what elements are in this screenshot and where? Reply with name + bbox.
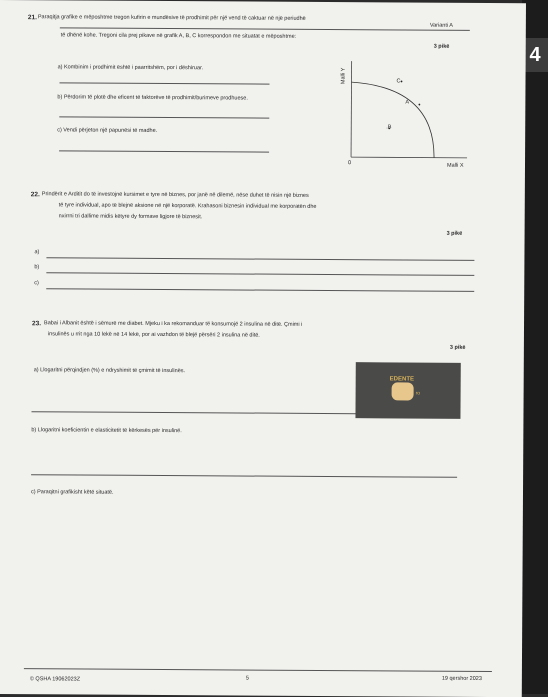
y-axis-label: Malli Y xyxy=(340,67,347,85)
watermark-image xyxy=(355,362,460,419)
q21-intro-line1: Paraqitja grafike e mëposhtme tregon kufirin e mundësive të prodhimit për një vend të caktuar në një periudhë xyxy=(37,14,306,22)
q22-number: 22. xyxy=(30,191,40,199)
q22-answer-b-label: b) xyxy=(34,264,40,271)
q21-number: 21. xyxy=(27,14,37,22)
q21-answer-line-b xyxy=(59,116,269,118)
q23-part-a: a) Llogaritni përqindjen (%) e ndryshimit të çmimit të insulinës. xyxy=(33,367,186,375)
logo-text-right: ro xyxy=(415,390,421,397)
q23-line2: insulinës u rrit nga 10 lekë në 14 lekë, por ai vazhdon të blejë përsëri 2 insulina në ditë. xyxy=(47,331,260,339)
x-axis-label: Malli X xyxy=(446,162,464,169)
point-a-label: A xyxy=(405,99,410,106)
q23-line1: Babai i Albanit është i sëmurë me diabet. Mjeku i ka rekomanduar të konsumojë 2 insulina në ditë. Çmimi i xyxy=(44,320,303,328)
q21-intro-line2: të dhënë kohe. Tregoni cila prej pikave në grafik A, B, C korrespondon me situatat e mëposhtme: xyxy=(60,32,297,40)
logo-text-top: EDENTE xyxy=(389,376,415,383)
fist-icon xyxy=(392,382,414,400)
q22-line3: nxirrni tri dallime midis këtyre dy formave ligjore të biznesit. xyxy=(58,213,203,221)
q22-answer-a-label: a) xyxy=(34,249,40,256)
q21-part-c: c) Vendi përjeton një papunësi të madhe. xyxy=(57,127,158,134)
footer-date: 19 qershor 2023 xyxy=(441,675,482,682)
point-c-label: C xyxy=(396,78,401,85)
q23-number: 23. xyxy=(32,320,42,328)
point-b-label: .B xyxy=(386,124,392,131)
q23-part-b: b) Llogaritni koeficientin e elasticitetit të kërkesës për insulinë. xyxy=(31,427,182,435)
x-axis xyxy=(351,157,467,158)
q22-line1: Prindërit e Arditit do të investojnë kursimet e tyre në biznes, por janë në dilemë, nëse duhet të nisin një biznes xyxy=(41,191,309,199)
q23-points: 3 pikë xyxy=(449,344,466,351)
q21-answer-line-a xyxy=(59,82,269,84)
ppf-curve xyxy=(351,82,434,158)
next-page-number: 4 xyxy=(522,38,548,72)
variant-label: Varianti A xyxy=(429,22,454,29)
point-a-dot xyxy=(418,104,420,106)
footer-copyright: © QSHA 19062023Z xyxy=(29,676,81,683)
q23-answer-line-a xyxy=(31,411,357,414)
q21-answer-line-c xyxy=(59,150,269,152)
q21-points: 3 pikë xyxy=(433,43,450,50)
q21-part-b: b) Përdorim të plotë dhe eficent të faktorëve të prodhimit/burimeve prodhuese. xyxy=(57,94,248,102)
q23-part-c: c) Paraqitni grafikisht këtë situatë. xyxy=(30,489,114,496)
header-rule xyxy=(60,27,470,31)
footer-rule xyxy=(24,668,492,672)
q22-answer-line-c xyxy=(46,288,474,292)
q21-part-a: a) Kombinim i prodhimit është i paarritshëm, por i dëshiruar. xyxy=(57,64,204,72)
footer-page-number: 5 xyxy=(245,675,249,682)
q22-answer-line-a xyxy=(46,257,474,261)
q22-answer-line-b xyxy=(46,272,474,276)
q22-answer-c-label: c) xyxy=(34,280,39,287)
q22-points: 3 pikë xyxy=(446,230,463,237)
q23-answer-line-b xyxy=(31,474,457,478)
point-c-dot xyxy=(401,81,403,83)
y-axis xyxy=(351,61,352,157)
background-edge xyxy=(522,0,548,694)
q22-line2: të tyre individual, apo të blejnë aksione në një korporatë. Krahasoni biznesin individual me korporatën dhe xyxy=(58,202,317,210)
watermark-logo xyxy=(390,376,430,402)
graph-origin: 0 xyxy=(347,160,352,167)
